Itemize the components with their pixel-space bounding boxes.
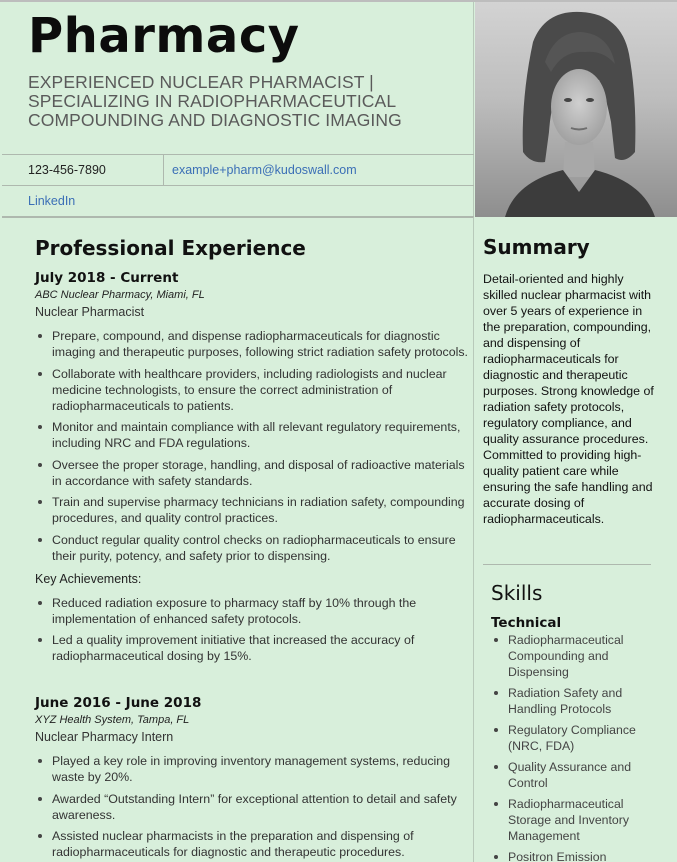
list-item: Radiopharmaceutical Storage and Inventory Management — [491, 796, 651, 844]
list-item: Reduced radiation exposure to pharmacy staff by 10% through the implementation of enhanced safety protocols. — [35, 595, 471, 627]
list-item: Radiation Safety and Handling Protocols — [491, 685, 651, 717]
list-item: Conduct regular quality control checks on radiopharmaceuticals to ensure their purity, potency, and safety prior to dispensing. — [35, 532, 471, 564]
list-item: Prepare, compound, and dispense radiopharmaceuticals for diagnostic imaging and therapeutic purposes, following strict radiation safety protocols. — [35, 328, 471, 360]
list-item: Radiopharmaceutical Compounding and Dispensing — [491, 632, 651, 680]
list-item: Collaborate with healthcare providers, including radiologists and nuclear medicine technologists, to ensure the correct administration of radiopharmaceuticals to patients. — [35, 366, 471, 414]
experience-section-title: Professional Experience — [35, 236, 306, 260]
job-company: ABC Nuclear Pharmacy, Miami, FL — [35, 289, 205, 301]
achievements-list — [35, 595, 471, 665]
email-link[interactable]: example+pharm@kudoswall.com — [172, 163, 357, 177]
contact-divider — [163, 155, 164, 185]
list-item: Train and supervise pharmacy technicians in radiation safety, compounding procedures, and quality control practices. — [35, 494, 471, 526]
resume-header — [2, 2, 474, 217]
contact-row — [2, 154, 474, 186]
main-column — [2, 217, 474, 862]
job-duties-list — [35, 328, 471, 564]
skills-section-title: Skills — [491, 581, 543, 605]
list-item: Oversee the proper storage, handling, and disposal of radioactive materials in accordance with safety standards. — [35, 457, 471, 489]
section-divider — [483, 564, 651, 565]
job-dates: July 2018 - Current — [35, 270, 179, 286]
job-duties-list — [35, 753, 471, 860]
list-item: Positron Emission — [491, 849, 651, 862]
technical-skills-label: Technical — [491, 615, 562, 631]
job-entry — [35, 270, 471, 670]
contact-row — [2, 186, 474, 217]
professional-headline: EXPERIENCED NUCLEAR PHARMACIST | SPECIALIZING IN RADIOPHARMACEUTICAL COMPOUNDING AND DIAGNOSTIC IMAGING — [28, 72, 402, 130]
linkedin-link[interactable]: LinkedIn — [28, 194, 76, 208]
job-company: XYZ Health System, Tampa, FL — [35, 714, 190, 726]
technical-skills-list — [491, 632, 651, 862]
job-entry — [35, 695, 471, 862]
summary-text: Detail-oriented and highly skilled nuclear pharmacist with over 5 years of experience in the preparation, compounding, and dispensing of radiopharmaceuticals for diagnostic and therapeutic purposes. Strong knowledge of radiation safety protocols, regulatory compliance, and quality assurance procedures. Committed to providing high-quality patient care while ensuring the safe handling and accurate dosing of radiopharmaceuticals. — [483, 272, 654, 526]
job-title: Nuclear Pharmacy Intern — [35, 730, 174, 744]
list-item: Regulatory Compliance (NRC, FDA) — [491, 722, 651, 754]
phone-number: 123-456-7890 — [28, 163, 106, 177]
key-achievements-label: Key Achievements: — [35, 571, 142, 586]
candidate-name: Pharmacy — [28, 8, 300, 64]
job-dates: June 2016 - June 2018 — [35, 695, 202, 711]
summary-section-title: Summary — [483, 235, 590, 259]
profile-photo — [475, 2, 677, 217]
list-item: Played a key role in improving inventory management systems, reducing waste by 20%. — [35, 753, 471, 785]
list-item: Led a quality improvement initiative that increased the accuracy of radiopharmaceutical dosing by 15%. — [35, 632, 471, 664]
job-title: Nuclear Pharmacist — [35, 305, 145, 319]
list-item: Quality Assurance and Control — [491, 759, 651, 791]
portrait-image — [475, 2, 677, 217]
list-item: Monitor and maintain compliance with all relevant regulatory requirements, including NRC and FDA regulations. — [35, 419, 471, 451]
list-item: Awarded “Outstanding Intern” for exceptional attention to detail and safety awareness. — [35, 791, 471, 823]
side-column — [475, 217, 677, 862]
list-item: Assisted nuclear pharmacists in the preparation and dispensing of radiopharmaceuticals for diagnostic and therapeutic procedures. — [35, 828, 471, 860]
